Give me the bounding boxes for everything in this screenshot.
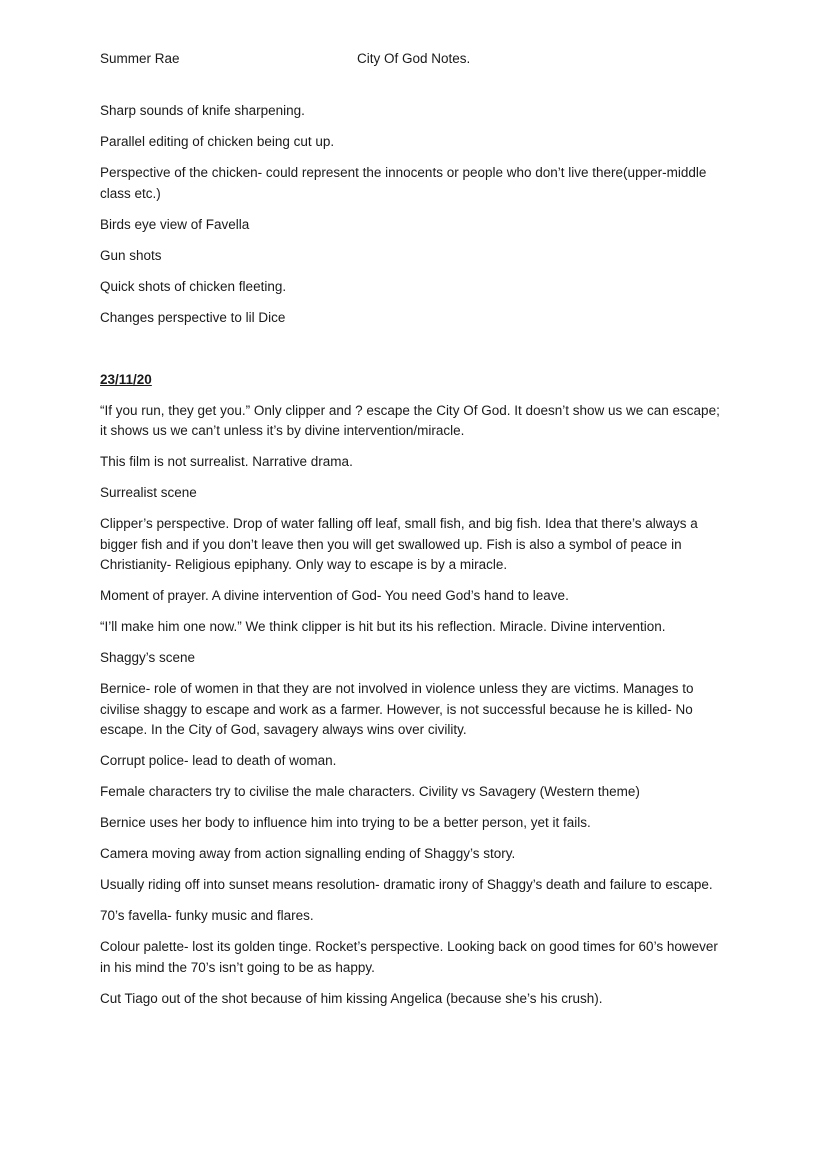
note-paragraph: Parallel editing of chicken being cut up. bbox=[100, 134, 335, 149]
note-paragraph: Gun shots bbox=[100, 247, 162, 263]
note-paragraph: Bernice- role of women in that they are not involved in violence unless they are victims. Manages to civilise shaggy to escape and work as a farmer. However, is not successful because he is killed- No escape. In the City of God, savagery always wins over civility. bbox=[100, 681, 694, 737]
note-paragraph: Corrupt police- lead to death of woman. bbox=[100, 753, 337, 768]
note-paragraph: Shaggy’s scene bbox=[100, 650, 196, 665]
date-heading: 23/11/20 bbox=[100, 371, 152, 387]
document-title: City Of God Notes. bbox=[357, 51, 471, 66]
note-paragraph: Clipper’s perspective. Drop of water falling off leaf, small fish, and big fish. Idea that there’s always a bigger fish and if you don’t leave then you will get swallowed up. Fish is also a symbol of peace in Christianity- Religious epiphany. Only way to escape is by a miracle. bbox=[100, 516, 698, 572]
note-paragraph: 70’s favella- funky music and flares. bbox=[100, 908, 314, 923]
note-paragraph: “I’ll make him one now.” We think clipper is hit but its his reflection. Miracle. Divine intervention. bbox=[100, 619, 666, 634]
author-name: Summer Rae bbox=[100, 51, 180, 66]
section-spacer bbox=[100, 339, 728, 370]
note-paragraph: Quick shots of chicken fleeting. bbox=[100, 278, 287, 294]
note-paragraph: Changes perspective to lil Dice bbox=[100, 309, 286, 325]
notes-body bbox=[100, 101, 728, 1020]
note-paragraph: Cut Tiago out of the shot because of him kissing Angelica (because she’s his crush). bbox=[100, 990, 603, 1006]
note-paragraph: Bernice uses her body to influence him into trying to be a better person, yet it fails. bbox=[100, 815, 591, 830]
note-paragraph: Female characters try to civilise the male characters. Civility vs Savagery (Western theme) bbox=[100, 784, 640, 799]
page-header bbox=[100, 50, 740, 70]
note-paragraph: Perspective of the chicken- could represent the innocents or people who don’t live there(upper-middle class etc.) bbox=[100, 165, 707, 201]
note-paragraph: Sharp sounds of knife sharpening. bbox=[100, 103, 305, 118]
note-paragraph: Usually riding off into sunset means resolution- dramatic irony of Shaggy’s death and failure to escape. bbox=[100, 877, 713, 892]
note-paragraph: Moment of prayer. A divine intervention of God- You need God’s hand to leave. bbox=[100, 588, 569, 603]
note-paragraph: This film is not surrealist. Narrative drama. bbox=[100, 454, 353, 469]
note-paragraph: Colour palette- lost its golden tinge. Rocket’s perspective. Looking back on good times for 60’s however in his mind the 70’s isn’t going to be as happy. bbox=[100, 939, 718, 975]
note-paragraph: Birds eye view of Favella bbox=[100, 216, 250, 232]
note-paragraph: Camera moving away from action signalling ending of Shaggy’s story. bbox=[100, 846, 516, 861]
note-paragraph: Surrealist scene bbox=[100, 485, 197, 500]
note-paragraph: “If you run, they get you.” Only clipper and ? escape the City Of God. It doesn’t show us we can escape; it shows us we can’t unless it’s by divine intervention/miracle. bbox=[100, 402, 720, 438]
